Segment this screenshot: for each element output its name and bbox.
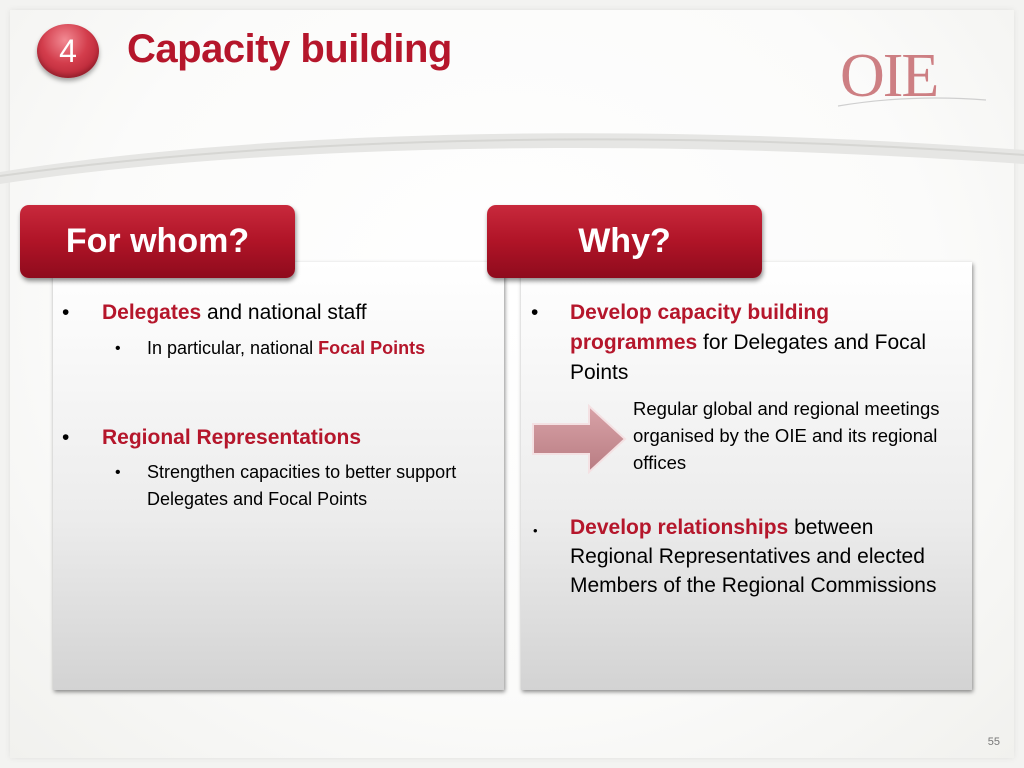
page-number: 55 [987,736,1000,748]
focal-points-label: Focal Points [318,338,426,358]
bullet-dot: • [531,301,539,324]
meetings-note: Regular global and regional meetings organised by the OIE and its regional offices [633,398,940,473]
slide-title: Capacity building [127,27,452,71]
capacity-programmes-label: Develop capacity building programmes [570,301,830,354]
delegates-label: Delegates [102,301,202,324]
logo-text: OIE [840,42,938,110]
sub-bullet-dot: • [115,340,121,357]
arrow-right-icon [531,404,627,474]
why-tab: Why? [487,205,762,278]
left-subitem-focal-points [147,335,447,362]
relationships-rest: between Regional Representatives and elected Members of the Regional Commissions [570,516,937,597]
bullet-dot: • [62,301,70,324]
regional-representations-label: Regional Representations [102,426,362,449]
relationships-label: Develop relationships [570,516,789,539]
capacity-programmes-rest: for Delegates and Focal Points [570,331,927,384]
for-whom-tab: For whom? [20,205,295,278]
focal-points-plain: In particular, national [147,338,319,358]
bullet-dot: • [533,523,538,538]
bullet-dot: • [62,426,70,449]
oie-logo [836,38,986,110]
right-item-capacity-programmes [570,298,945,388]
left-item-regional-representations [102,423,482,453]
delegates-rest: and national staff [201,301,367,324]
decorative-swoosh [0,110,1024,190]
sub-bullet-dot: • [115,464,121,481]
left-item-delegates [102,298,482,328]
section-number-badge: 4 [37,24,99,78]
left-subitem-strengthen: Strengthen capacities to better support Delegates and Focal Points [147,462,457,509]
right-item-relationships [570,513,955,600]
